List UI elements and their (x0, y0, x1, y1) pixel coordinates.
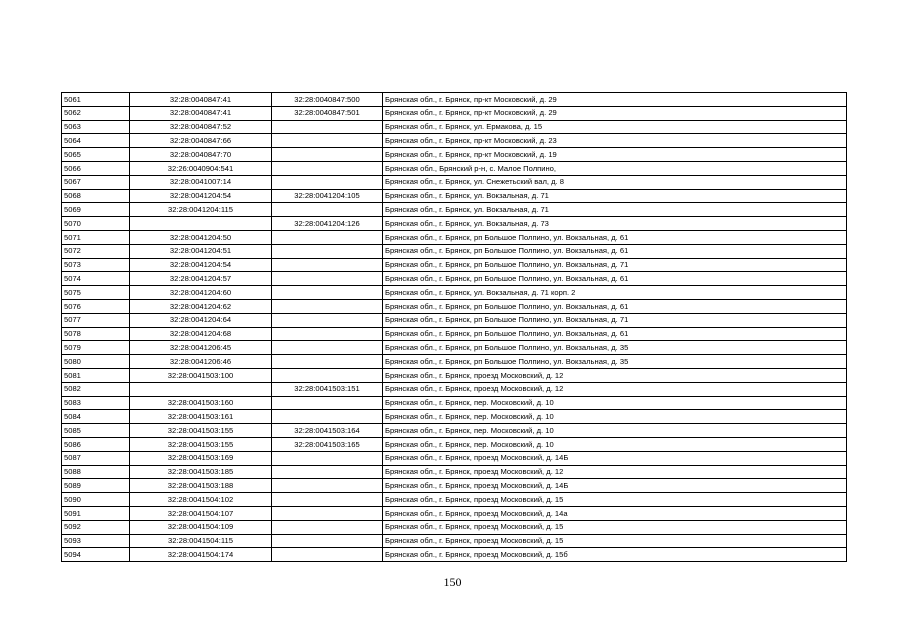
premises-cadastral-number-cell (272, 355, 383, 369)
premises-cadastral-number-cell (272, 148, 383, 162)
table-row (62, 327, 847, 341)
premises-cadastral-number-cell (272, 299, 383, 313)
table-row (62, 424, 847, 438)
cadastral-number-cell: 32:28:0041503:100 (130, 368, 272, 382)
table-row (62, 120, 847, 134)
table-row (62, 148, 847, 162)
address-cell: Брянская обл., г. Брянск, проезд Московский, д. 15 (383, 534, 847, 548)
address-cell: Брянская обл., г. Брянск, рп Большое Полпино, ул. Вокзальная, д. 35 (383, 355, 847, 369)
premises-cadastral-number-cell: 32:28:0041503:164 (272, 424, 383, 438)
table-row (62, 368, 847, 382)
address-cell: Брянская обл., г. Брянск, ул. Снежетьский вал, д. 8 (383, 175, 847, 189)
table-row (62, 175, 847, 189)
row-number-cell: 5069 (62, 203, 130, 217)
premises-cadastral-number-cell (272, 161, 383, 175)
cadastral-number-cell: 32:28:0041204:68 (130, 327, 272, 341)
address-cell: Брянская обл., г. Брянск, проезд Московский, д. 12 (383, 368, 847, 382)
table-row (62, 465, 847, 479)
row-number-cell: 5064 (62, 134, 130, 148)
table-row (62, 230, 847, 244)
premises-cadastral-number-cell (272, 272, 383, 286)
premises-cadastral-number-cell (272, 396, 383, 410)
row-number-cell: 5092 (62, 520, 130, 534)
address-cell: Брянская обл., г. Брянск, ул. Вокзальная, д. 73 (383, 217, 847, 231)
row-number-cell: 5074 (62, 272, 130, 286)
address-cell: Брянская обл., г. Брянск, пер. Московский, д. 10 (383, 396, 847, 410)
address-cell: Брянская обл., г. Брянск, пр-кт Московский, д. 23 (383, 134, 847, 148)
table-row (62, 244, 847, 258)
property-registry-table (61, 92, 847, 562)
premises-cadastral-number-cell (272, 534, 383, 548)
row-number-cell: 5070 (62, 217, 130, 231)
row-number-cell: 5089 (62, 479, 130, 493)
address-cell: Брянская обл., г. Брянск, пр-кт Московский, д. 29 (383, 93, 847, 107)
table-row (62, 548, 847, 562)
table-row (62, 258, 847, 272)
table-row (62, 93, 847, 107)
row-number-cell: 5087 (62, 451, 130, 465)
address-cell: Брянская обл., г. Брянск, ул. Вокзальная, д. 71 (383, 189, 847, 203)
address-cell: Брянская обл., г. Брянск, рп Большое Полпино, ул. Вокзальная, д. 61 (383, 272, 847, 286)
address-cell: Брянская обл., г. Брянск, пр-кт Московский, д. 29 (383, 106, 847, 120)
premises-cadastral-number-cell (272, 410, 383, 424)
premises-cadastral-number-cell (272, 244, 383, 258)
cadastral-number-cell: 32:28:0040847:52 (130, 120, 272, 134)
row-number-cell: 5062 (62, 106, 130, 120)
cadastral-number-cell: 32:28:0040847:41 (130, 93, 272, 107)
row-number-cell: 5085 (62, 424, 130, 438)
row-number-cell: 5068 (62, 189, 130, 203)
table-row (62, 479, 847, 493)
cadastral-number-cell: 32:28:0041504:102 (130, 493, 272, 507)
premises-cadastral-number-cell (272, 286, 383, 300)
address-cell: Брянская обл., г. Брянск, рп Большое Полпино, ул. Вокзальная, д. 61 (383, 327, 847, 341)
cadastral-number-cell: 32:28:0041204:60 (130, 286, 272, 300)
table-row (62, 272, 847, 286)
cadastral-number-cell: 32:28:0041204:51 (130, 244, 272, 258)
address-cell: Брянская обл., г. Брянск, проезд Московский, д. 14Б (383, 451, 847, 465)
address-cell: Брянская обл., г. Брянск, рп Большое Полпино, ул. Вокзальная, д. 61 (383, 299, 847, 313)
address-cell: Брянская обл., г. Брянск, проезд Московский, д. 12 (383, 382, 847, 396)
row-number-cell: 5080 (62, 355, 130, 369)
cadastral-number-cell: 32:28:0041204:54 (130, 189, 272, 203)
premises-cadastral-number-cell (272, 120, 383, 134)
cadastral-number-cell: 32:28:0040847:66 (130, 134, 272, 148)
premises-cadastral-number-cell: 32:28:0040847:500 (272, 93, 383, 107)
row-number-cell: 5067 (62, 175, 130, 189)
table-row (62, 493, 847, 507)
premises-cadastral-number-cell (272, 203, 383, 217)
premises-cadastral-number-cell (272, 465, 383, 479)
table-row (62, 534, 847, 548)
premises-cadastral-number-cell (272, 548, 383, 562)
cadastral-number-cell: 32:28:0040847:41 (130, 106, 272, 120)
premises-cadastral-number-cell (272, 341, 383, 355)
address-cell: Брянская обл., г. Брянск, рп Большое Полпино, ул. Вокзальная, д. 61 (383, 230, 847, 244)
table-row (62, 437, 847, 451)
table-row (62, 299, 847, 313)
row-number-cell: 5079 (62, 341, 130, 355)
row-number-cell: 5093 (62, 534, 130, 548)
row-number-cell: 5073 (62, 258, 130, 272)
table-row (62, 355, 847, 369)
cadastral-number-cell: 32:28:0041504:107 (130, 506, 272, 520)
table-row (62, 382, 847, 396)
address-cell: Брянская обл., г. Брянск, рп Большое Полпино, ул. Вокзальная, д. 71 (383, 313, 847, 327)
row-number-cell: 5076 (62, 299, 130, 313)
row-number-cell: 5075 (62, 286, 130, 300)
row-number-cell: 5090 (62, 493, 130, 507)
row-number-cell: 5082 (62, 382, 130, 396)
cadastral-number-cell: 32:28:0041204:115 (130, 203, 272, 217)
address-cell: Брянская обл., г. Брянск, пер. Московский, д. 10 (383, 424, 847, 438)
premises-cadastral-number-cell (272, 479, 383, 493)
premises-cadastral-number-cell (272, 368, 383, 382)
address-cell: Брянская обл., г. Брянск, ул. Вокзальная, д. 71 корп. 2 (383, 286, 847, 300)
table-row (62, 313, 847, 327)
address-cell: Брянская обл., г. Брянск, пер. Московский, д. 10 (383, 437, 847, 451)
premises-cadastral-number-cell: 32:28:0041204:105 (272, 189, 383, 203)
table-row (62, 189, 847, 203)
cadastral-number-cell: 32:28:0041206:45 (130, 341, 272, 355)
cadastral-number-cell (130, 217, 272, 231)
row-number-cell: 5086 (62, 437, 130, 451)
row-number-cell: 5063 (62, 120, 130, 134)
table-row (62, 106, 847, 120)
table-row (62, 410, 847, 424)
address-cell: Брянская обл., г. Брянск, ул. Вокзальная, д. 71 (383, 203, 847, 217)
cadastral-number-cell: 32:28:0041503:155 (130, 437, 272, 451)
premises-cadastral-number-cell (272, 175, 383, 189)
row-number-cell: 5077 (62, 313, 130, 327)
table-row (62, 506, 847, 520)
premises-cadastral-number-cell: 32:28:0041503:151 (272, 382, 383, 396)
cadastral-number-cell: 32:28:0041206:46 (130, 355, 272, 369)
table-row (62, 396, 847, 410)
cadastral-number-cell: 32:26:0040904:541 (130, 161, 272, 175)
row-number-cell: 5094 (62, 548, 130, 562)
cadastral-number-cell: 32:28:0041503:169 (130, 451, 272, 465)
address-cell: Брянская обл., г. Брянск, рп Большое Полпино, ул. Вокзальная, д. 71 (383, 258, 847, 272)
address-cell: Брянская обл., г. Брянск, проезд Московский, д. 12 (383, 465, 847, 479)
cadastral-number-cell: 32:28:0041504:115 (130, 534, 272, 548)
premises-cadastral-number-cell (272, 451, 383, 465)
address-cell: Брянская обл., г. Брянск, проезд Московский, д. 15 (383, 493, 847, 507)
cadastral-number-cell (130, 382, 272, 396)
row-number-cell: 5071 (62, 230, 130, 244)
cadastral-number-cell: 32:28:0041204:62 (130, 299, 272, 313)
table-row (62, 203, 847, 217)
row-number-cell: 5066 (62, 161, 130, 175)
row-number-cell: 5072 (62, 244, 130, 258)
table-row (62, 451, 847, 465)
address-cell: Брянская обл., г. Брянск, пер. Московский, д. 10 (383, 410, 847, 424)
premises-cadastral-number-cell (272, 258, 383, 272)
cadastral-number-cell: 32:28:0041503:161 (130, 410, 272, 424)
premises-cadastral-number-cell: 32:28:0041204:126 (272, 217, 383, 231)
table-row (62, 161, 847, 175)
row-number-cell: 5083 (62, 396, 130, 410)
address-cell: Брянская обл., г. Брянск, проезд Московский, д. 14Б (383, 479, 847, 493)
page-number: 150 (443, 575, 462, 589)
table-row (62, 520, 847, 534)
address-cell: Брянская обл., г. Брянск, ул. Ермакова, д. 15 (383, 120, 847, 134)
address-cell: Брянская обл., г. Брянск, пр-кт Московский, д. 19 (383, 148, 847, 162)
cadastral-number-cell: 32:28:0041503:185 (130, 465, 272, 479)
row-number-cell: 5061 (62, 93, 130, 107)
premises-cadastral-number-cell: 32:28:0040847:501 (272, 106, 383, 120)
cadastral-number-cell: 32:28:0041204:64 (130, 313, 272, 327)
cadastral-number-cell: 32:28:0041503:188 (130, 479, 272, 493)
premises-cadastral-number-cell (272, 313, 383, 327)
cadastral-number-cell: 32:28:0040847:70 (130, 148, 272, 162)
row-number-cell: 5065 (62, 148, 130, 162)
address-cell: Брянская обл., г. Брянск, рп Большое Полпино, ул. Вокзальная, д. 61 (383, 244, 847, 258)
cadastral-number-cell: 32:28:0041504:109 (130, 520, 272, 534)
premises-cadastral-number-cell (272, 134, 383, 148)
row-number-cell: 5081 (62, 368, 130, 382)
row-number-cell: 5078 (62, 327, 130, 341)
table-row (62, 217, 847, 231)
address-cell: Брянская обл., г. Брянск, рп Большое Полпино, ул. Вокзальная, д. 35 (383, 341, 847, 355)
row-number-cell: 5084 (62, 410, 130, 424)
row-number-cell: 5091 (62, 506, 130, 520)
address-cell: Брянская обл., г. Брянск, проезд Московский, д. 15 (383, 520, 847, 534)
cadastral-number-cell: 32:28:0041204:57 (130, 272, 272, 286)
table-body (62, 93, 847, 562)
address-cell: Брянская обл., г. Брянск, проезд Московский, д. 14а (383, 506, 847, 520)
premises-cadastral-number-cell (272, 230, 383, 244)
table-row (62, 341, 847, 355)
row-number-cell: 5088 (62, 465, 130, 479)
address-cell: Брянская обл., Брянский р-н, с. Малое Полпино, (383, 161, 847, 175)
cadastral-number-cell: 32:28:0041204:54 (130, 258, 272, 272)
cadastral-number-cell: 32:28:0041503:160 (130, 396, 272, 410)
cadastral-number-cell: 32:28:0041204:50 (130, 230, 272, 244)
cadastral-number-cell: 32:28:0041503:155 (130, 424, 272, 438)
premises-cadastral-number-cell: 32:28:0041503:165 (272, 437, 383, 451)
cadastral-number-cell: 32:28:0041504:174 (130, 548, 272, 562)
premises-cadastral-number-cell (272, 493, 383, 507)
premises-cadastral-number-cell (272, 506, 383, 520)
table-row (62, 134, 847, 148)
table-row (62, 286, 847, 300)
address-cell: Брянская обл., г. Брянск, проезд Московский, д. 15б (383, 548, 847, 562)
premises-cadastral-number-cell (272, 520, 383, 534)
premises-cadastral-number-cell (272, 327, 383, 341)
cadastral-number-cell: 32:28:0041007:14 (130, 175, 272, 189)
